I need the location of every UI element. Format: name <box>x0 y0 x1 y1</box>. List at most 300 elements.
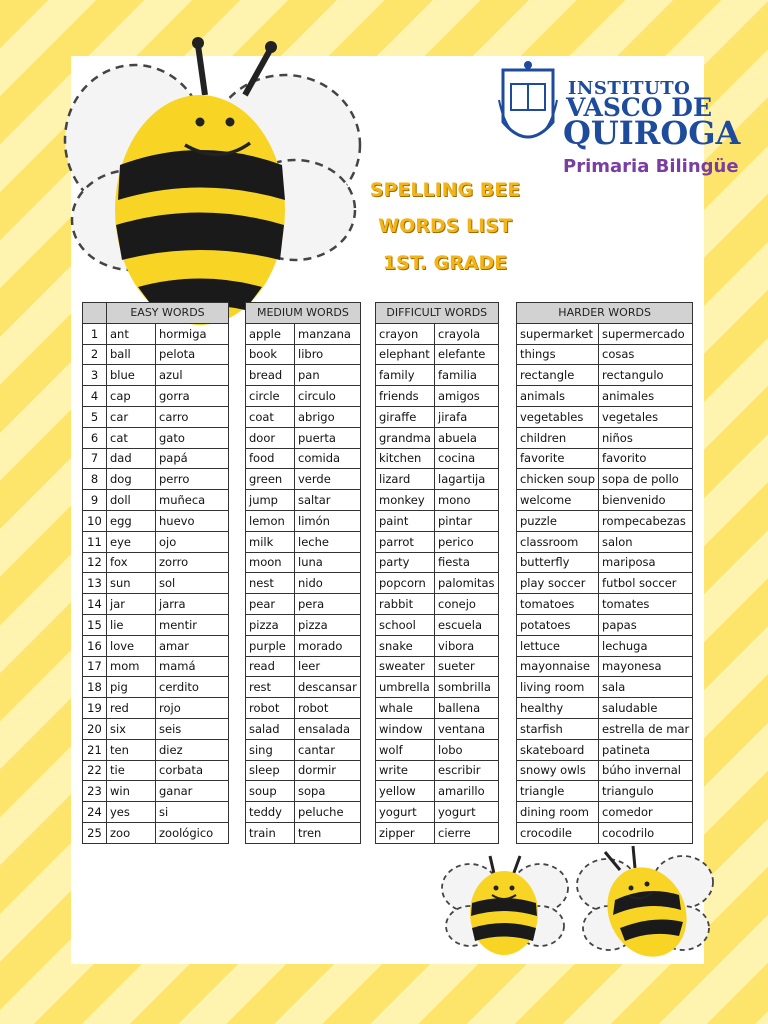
spanish-word: búho invernal <box>599 760 693 781</box>
spanish-word: morado <box>295 635 361 656</box>
spanish-word: cierre <box>435 822 499 843</box>
english-word: soup <box>246 781 295 802</box>
table-row <box>517 531 693 552</box>
table-row <box>246 469 361 490</box>
row-number: 6 <box>83 427 107 448</box>
spanish-word: luna <box>295 552 361 573</box>
table-row <box>376 594 499 615</box>
table-row <box>376 760 499 781</box>
table-row <box>517 718 693 739</box>
table-row <box>517 573 693 594</box>
table-row <box>246 406 361 427</box>
spanish-word: lagartija <box>435 469 499 490</box>
spanish-word: palomitas <box>435 573 499 594</box>
spanish-word: nido <box>295 573 361 594</box>
table-row <box>517 490 693 511</box>
table-row <box>246 718 361 739</box>
spanish-word: corbata <box>156 760 229 781</box>
english-word: welcome <box>517 490 599 511</box>
spanish-word: pan <box>295 365 361 386</box>
table-row <box>83 427 229 448</box>
spanish-word: escribir <box>435 760 499 781</box>
english-word: elephant <box>376 344 435 365</box>
english-word: mom <box>107 656 156 677</box>
spanish-word: si <box>156 802 229 823</box>
row-number: 25 <box>83 822 107 843</box>
english-word: starfish <box>517 718 599 739</box>
spanish-word: salon <box>599 531 693 552</box>
spanish-word: amarillo <box>435 781 499 802</box>
spanish-word: diez <box>156 739 229 760</box>
row-number: 14 <box>83 594 107 615</box>
spanish-word: cocodrilo <box>599 822 693 843</box>
english-word: write <box>376 760 435 781</box>
spanish-word: hormiga <box>156 323 229 344</box>
spanish-word: rojo <box>156 698 229 719</box>
table-row <box>376 469 499 490</box>
spanish-word: comedor <box>599 802 693 823</box>
english-word: sleep <box>246 760 295 781</box>
english-word: wolf <box>376 739 435 760</box>
table-row <box>517 427 693 448</box>
table-row <box>83 448 229 469</box>
english-word: grandma <box>376 427 435 448</box>
english-word: bread <box>246 365 295 386</box>
table-row <box>246 635 361 656</box>
english-word: lemon <box>246 510 295 531</box>
english-word: blue <box>107 365 156 386</box>
table-row <box>517 760 693 781</box>
spanish-word: cocina <box>435 448 499 469</box>
row-number: 22 <box>83 760 107 781</box>
row-number: 11 <box>83 531 107 552</box>
row-number: 20 <box>83 718 107 739</box>
spanish-word: azul <box>156 365 229 386</box>
table-row <box>246 656 361 677</box>
spanish-word: zoológico <box>156 822 229 843</box>
english-word: cat <box>107 427 156 448</box>
english-word: rectangle <box>517 365 599 386</box>
spanish-word: dormir <box>295 760 361 781</box>
english-word: green <box>246 469 295 490</box>
english-word: umbrella <box>376 677 435 698</box>
table-row <box>83 614 229 635</box>
table-row <box>246 344 361 365</box>
table-row <box>83 760 229 781</box>
english-word: zipper <box>376 822 435 843</box>
spanish-word: puerta <box>295 427 361 448</box>
spanish-word: carro <box>156 406 229 427</box>
table-row <box>246 760 361 781</box>
table-row <box>246 427 361 448</box>
row-number: 18 <box>83 677 107 698</box>
english-word: salad <box>246 718 295 739</box>
medium-words-header: MEDIUM WORDS <box>246 303 361 324</box>
table-row <box>83 323 229 344</box>
spanish-word: vibora <box>435 635 499 656</box>
table-row <box>83 365 229 386</box>
english-word: robot <box>246 698 295 719</box>
row-number: 23 <box>83 781 107 802</box>
english-word: apple <box>246 323 295 344</box>
english-word: classroom <box>517 531 599 552</box>
spanish-word: elefante <box>435 344 499 365</box>
logo-line-3: QUIROGA <box>563 114 741 152</box>
spanish-word: rompecabezas <box>599 510 693 531</box>
table-row <box>246 698 361 719</box>
english-word: lizard <box>376 469 435 490</box>
harder-words-table <box>516 302 693 844</box>
english-word: yes <box>107 802 156 823</box>
table-row <box>246 365 361 386</box>
spanish-word: cosas <box>599 344 693 365</box>
english-word: egg <box>107 510 156 531</box>
english-word: crayon <box>376 323 435 344</box>
row-number: 21 <box>83 739 107 760</box>
english-word: dog <box>107 469 156 490</box>
english-word: sun <box>107 573 156 594</box>
logo-line-1: INSTITUTO <box>568 78 691 99</box>
table-row <box>83 781 229 802</box>
table-row <box>376 677 499 698</box>
english-word: healthy <box>517 698 599 719</box>
table-row <box>83 510 229 531</box>
table-row <box>246 490 361 511</box>
spanish-word: saltar <box>295 490 361 511</box>
english-word: read <box>246 656 295 677</box>
table-row <box>517 386 693 407</box>
english-word: love <box>107 635 156 656</box>
english-word: animals <box>517 386 599 407</box>
english-word: fox <box>107 552 156 573</box>
title-line-2: WORDS LIST <box>378 215 512 237</box>
english-word: popcorn <box>376 573 435 594</box>
table-row <box>246 677 361 698</box>
table-row <box>376 490 499 511</box>
title-line-1: SPELLING BEE <box>369 179 521 201</box>
table-row <box>376 698 499 719</box>
spanish-word: descansar <box>295 677 361 698</box>
english-word: chicken soup <box>517 469 599 490</box>
table-row <box>376 344 499 365</box>
english-word: monkey <box>376 490 435 511</box>
spanish-word: patineta <box>599 739 693 760</box>
table-row <box>517 781 693 802</box>
row-number: 17 <box>83 656 107 677</box>
table-row <box>517 510 693 531</box>
spanish-word: supermercado <box>599 323 693 344</box>
table-row <box>246 781 361 802</box>
spanish-word: sala <box>599 677 693 698</box>
spanish-word: papas <box>599 614 693 635</box>
table-row <box>83 656 229 677</box>
english-word: supermarket <box>517 323 599 344</box>
table-row <box>83 344 229 365</box>
bee-icon <box>40 25 370 335</box>
table-row <box>376 656 499 677</box>
english-word: party <box>376 552 435 573</box>
row-number: 5 <box>83 406 107 427</box>
table-row <box>376 552 499 573</box>
table-row <box>83 594 229 615</box>
english-word: triangle <box>517 781 599 802</box>
spanish-word: cerdito <box>156 677 229 698</box>
spanish-word: futbol soccer <box>599 573 693 594</box>
english-word: rabbit <box>376 594 435 615</box>
spanish-word: perico <box>435 531 499 552</box>
english-word: six <box>107 718 156 739</box>
english-word: win <box>107 781 156 802</box>
english-word: book <box>246 344 295 365</box>
school-shield-icon <box>497 60 559 158</box>
row-number: 4 <box>83 386 107 407</box>
spanish-word: abuela <box>435 427 499 448</box>
bee-icon <box>575 840 715 965</box>
english-word: parrot <box>376 531 435 552</box>
spanish-word: animales <box>599 386 693 407</box>
table-row <box>376 427 499 448</box>
spanish-word: rectangulo <box>599 365 693 386</box>
table-row <box>83 386 229 407</box>
table-row <box>246 323 361 344</box>
table-row <box>376 718 499 739</box>
english-word: sweater <box>376 656 435 677</box>
table-row <box>517 656 693 677</box>
bee-icon <box>440 848 570 963</box>
english-word: train <box>246 822 295 843</box>
row-number: 16 <box>83 635 107 656</box>
english-word: living room <box>517 677 599 698</box>
english-word: teddy <box>246 802 295 823</box>
table-row <box>246 531 361 552</box>
spanish-word: sopa de pollo <box>599 469 693 490</box>
english-word: cap <box>107 386 156 407</box>
spanish-word: sueter <box>435 656 499 677</box>
table-row <box>376 386 499 407</box>
spanish-word: mamá <box>156 656 229 677</box>
english-word: school <box>376 614 435 635</box>
spanish-word: gorra <box>156 386 229 407</box>
english-word: play soccer <box>517 573 599 594</box>
english-word: family <box>376 365 435 386</box>
english-word: ten <box>107 739 156 760</box>
english-word: tomatoes <box>517 594 599 615</box>
row-number: 15 <box>83 614 107 635</box>
spanish-word: perro <box>156 469 229 490</box>
spanish-word: leer <box>295 656 361 677</box>
spanish-word: ballena <box>435 698 499 719</box>
english-word: doll <box>107 490 156 511</box>
spanish-word: muñeca <box>156 490 229 511</box>
table-row <box>246 573 361 594</box>
row-number: 19 <box>83 698 107 719</box>
spanish-word: mariposa <box>599 552 693 573</box>
table-row <box>83 469 229 490</box>
spanish-word: mayonesa <box>599 656 693 677</box>
spanish-word: zorro <box>156 552 229 573</box>
english-word: purple <box>246 635 295 656</box>
english-word: lie <box>107 614 156 635</box>
spanish-word: favorito <box>599 448 693 469</box>
spanish-word: lobo <box>435 739 499 760</box>
easy-words-table <box>82 302 229 844</box>
english-word: puzzle <box>517 510 599 531</box>
english-word: dad <box>107 448 156 469</box>
spanish-word: crayola <box>435 323 499 344</box>
table-row <box>517 698 693 719</box>
spanish-word: mono <box>435 490 499 511</box>
row-number: 9 <box>83 490 107 511</box>
table-row <box>376 802 499 823</box>
english-word: friends <box>376 386 435 407</box>
table-row <box>517 677 693 698</box>
table-row <box>83 573 229 594</box>
english-word: paint <box>376 510 435 531</box>
table-row <box>246 386 361 407</box>
table-row <box>246 552 361 573</box>
row-number: 13 <box>83 573 107 594</box>
table-row <box>246 802 361 823</box>
spanish-word: gato <box>156 427 229 448</box>
english-word: pizza <box>246 614 295 635</box>
english-word: window <box>376 718 435 739</box>
spanish-word: pintar <box>435 510 499 531</box>
spanish-word: abrigo <box>295 406 361 427</box>
table-row <box>376 510 499 531</box>
english-word: jump <box>246 490 295 511</box>
spanish-word: robot <box>295 698 361 719</box>
medium-words-table <box>245 302 361 844</box>
english-word: circle <box>246 386 295 407</box>
spanish-word: amar <box>156 635 229 656</box>
spanish-word: lechuga <box>599 635 693 656</box>
spanish-word: niños <box>599 427 693 448</box>
english-word: butterfly <box>517 552 599 573</box>
english-word: ball <box>107 344 156 365</box>
logo-line-2: VASCO DE <box>566 93 713 122</box>
spanish-word: sombrilla <box>435 677 499 698</box>
english-word: vegetables <box>517 406 599 427</box>
english-word: skateboard <box>517 739 599 760</box>
table-row <box>376 614 499 635</box>
table-row <box>517 635 693 656</box>
spanish-word: huevo <box>156 510 229 531</box>
spanish-word: manzana <box>295 323 361 344</box>
english-word: jar <box>107 594 156 615</box>
table-row <box>246 822 361 843</box>
table-row <box>376 739 499 760</box>
difficult-words-header: DIFFICULT WORDS <box>376 303 499 324</box>
spanish-word: ensalada <box>295 718 361 739</box>
english-word: food <box>246 448 295 469</box>
table-row <box>376 323 499 344</box>
row-number: 1 <box>83 323 107 344</box>
english-word: yogurt <box>376 802 435 823</box>
spanish-word: pera <box>295 594 361 615</box>
english-word: ant <box>107 323 156 344</box>
table-row <box>517 469 693 490</box>
spanish-word: libro <box>295 344 361 365</box>
table-row <box>517 365 693 386</box>
spanish-word: pelota <box>156 344 229 365</box>
english-word: milk <box>246 531 295 552</box>
english-word: sing <box>246 739 295 760</box>
spanish-word: limón <box>295 510 361 531</box>
table-row <box>517 323 693 344</box>
english-word: mayonnaise <box>517 656 599 677</box>
english-word: snowy owls <box>517 760 599 781</box>
table-row <box>83 406 229 427</box>
empty-header <box>83 303 107 324</box>
spanish-word: jirafa <box>435 406 499 427</box>
table-row <box>517 594 693 615</box>
english-word: rest <box>246 677 295 698</box>
difficult-words-table <box>375 302 499 844</box>
table-row <box>376 635 499 656</box>
spanish-word: familia <box>435 365 499 386</box>
table-row <box>376 365 499 386</box>
table-row <box>83 677 229 698</box>
english-word: yellow <box>376 781 435 802</box>
spanish-word: jarra <box>156 594 229 615</box>
table-row <box>376 573 499 594</box>
spanish-word: sopa <box>295 781 361 802</box>
table-row <box>246 614 361 635</box>
spanish-word: sol <box>156 573 229 594</box>
table-row <box>517 802 693 823</box>
table-row <box>517 739 693 760</box>
english-word: moon <box>246 552 295 573</box>
english-word: eye <box>107 531 156 552</box>
english-word: lettuce <box>517 635 599 656</box>
spanish-word: amigos <box>435 386 499 407</box>
spanish-word: conejo <box>435 594 499 615</box>
row-number: 2 <box>83 344 107 365</box>
table-row <box>376 531 499 552</box>
english-word: giraffe <box>376 406 435 427</box>
english-word: kitchen <box>376 448 435 469</box>
title-line-3: 1ST. GRADE <box>382 252 508 274</box>
english-word: things <box>517 344 599 365</box>
english-word: whale <box>376 698 435 719</box>
spanish-word: cantar <box>295 739 361 760</box>
spanish-word: escuela <box>435 614 499 635</box>
spanish-word: bienvenido <box>599 490 693 511</box>
table-row <box>517 344 693 365</box>
spanish-word: ventana <box>435 718 499 739</box>
table-row <box>83 822 229 843</box>
spanish-word: leche <box>295 531 361 552</box>
table-row <box>246 594 361 615</box>
harder-words-header: HARDER WORDS <box>517 303 693 324</box>
english-word: pear <box>246 594 295 615</box>
row-number: 24 <box>83 802 107 823</box>
spanish-word: peluche <box>295 802 361 823</box>
english-word: snake <box>376 635 435 656</box>
english-word: red <box>107 698 156 719</box>
spanish-word: seis <box>156 718 229 739</box>
spanish-word: mentir <box>156 614 229 635</box>
spanish-word: pizza <box>295 614 361 635</box>
table-row <box>83 802 229 823</box>
spanish-word: vegetales <box>599 406 693 427</box>
spanish-word: tren <box>295 822 361 843</box>
row-number: 10 <box>83 510 107 531</box>
spanish-word: saludable <box>599 698 693 719</box>
logo-subtitle: Primaria Bilingüe <box>563 156 739 177</box>
table-row <box>376 448 499 469</box>
table-row <box>83 739 229 760</box>
